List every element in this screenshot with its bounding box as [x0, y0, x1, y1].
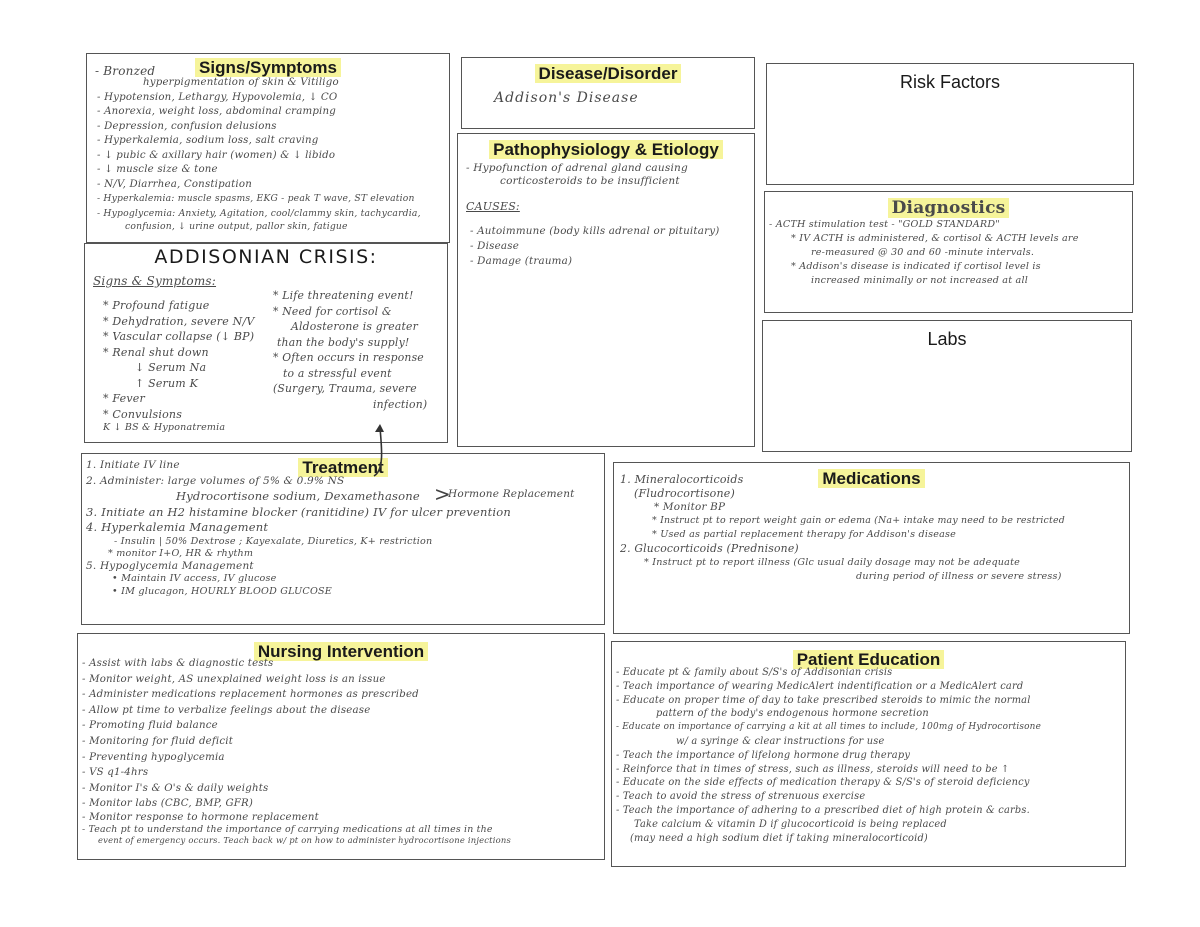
list-item: - N/V, Diarrhea, Constipation	[97, 178, 252, 190]
list-item: infection)	[373, 397, 428, 411]
list-item: during period of illness or severe stress)	[856, 570, 1062, 582]
diagnostics-lines	[769, 218, 1131, 288]
causes-list	[470, 224, 754, 269]
list-item: - Allow pt time to verbalize feelings about the disease	[82, 704, 371, 716]
list-item: pattern of the body's endogenous hormone secretion	[656, 708, 929, 720]
list-item: (Surgery, Trauma, severe	[273, 382, 417, 395]
list-item: - Monitoring for fluid deficit	[82, 735, 233, 747]
medications-lines	[620, 473, 1130, 583]
list-item: - Anorexia, weight loss, abdominal cramping	[97, 106, 337, 117]
list-item: - Hypoglycemia: Anxiety, Agitation, cool/clammy skin, tachycardia,	[97, 207, 421, 219]
medications-panel	[613, 462, 1130, 634]
list-item: - Monitor weight, AS unexplained weight loss is an issue	[82, 673, 386, 685]
list-item: * Addison's disease is indicated if cortisol level is	[791, 261, 1041, 272]
list-item: - Teach pt to understand the importance of carrying medications at all times in the	[82, 823, 493, 835]
list-item: 2. Administer: large volumes of 5% & 0.9% NS	[86, 474, 345, 487]
list-item: - Promoting fluid balance	[82, 720, 218, 732]
disease-disorder-title: Disease/Disorder	[462, 64, 754, 84]
list-item: - Teach the importance of adhering to a prescribed diet of high protein & carbs.	[616, 804, 1030, 816]
list-item: * Instruct pt to report illness (Glc usual daily dosage may not be adequate	[644, 556, 1021, 568]
nursing-intervention-panel	[77, 633, 605, 860]
list-item: * Convulsions	[103, 407, 183, 421]
treatment-panel	[81, 453, 605, 625]
list-item: - Administer medications replacement hormones as prescribed	[82, 689, 419, 701]
pathophysiology-panel	[457, 133, 755, 447]
addisonian-crisis-title: ADDISONIAN CRISIS:	[154, 246, 378, 268]
list-item: - Teach importance of wearing MedicAlert indentification or a MedicAlert card	[616, 680, 1024, 692]
labs-panel	[762, 320, 1132, 452]
list-item: * Dehydration, severe N/V	[103, 314, 255, 328]
list-item: Aldosterone is greater	[291, 320, 418, 333]
list-item: - Educate on the side effects of medication therapy & S/S's of steroid deficiency	[616, 777, 1030, 789]
crisis-subtitle: Signs & Symptoms:	[93, 274, 217, 288]
list-item: increased minimally or not increased at all	[811, 275, 1028, 286]
patient-education-panel	[611, 641, 1126, 867]
disease-name: Addison's Disease	[494, 90, 639, 106]
list-item: - Damage (trauma)	[470, 255, 573, 267]
list-item: K ↓ BS & Hyponatremia	[103, 422, 226, 433]
list-item: - ACTH stimulation test - "GOLD STANDARD"	[769, 219, 1000, 230]
list-item: * Renal shut down	[103, 345, 209, 359]
diagnostics-panel	[764, 191, 1133, 313]
list-item: Hydrocortisone sodium, Dexamethasone	[176, 489, 420, 503]
list-item: - Hypofunction of adrenal gland causing	[466, 162, 688, 174]
list-item: * monitor I+O, HR & rhythm	[108, 547, 254, 559]
list-item: ↑ Serum K	[135, 376, 199, 390]
list-item: • IM glucagon, HOURLY BLOOD GLUCOSE	[112, 585, 332, 597]
list-item: - ↓ muscle size & tone	[97, 164, 218, 175]
crisis-left-list	[103, 298, 283, 434]
list-item: - Depression, confusion delusions	[97, 120, 277, 132]
list-item: (Fludrocortisone)	[634, 486, 735, 500]
treatment-lines	[86, 458, 602, 599]
list-item: re-measured @ 30 and 60 -minute intervals.	[811, 247, 1035, 258]
list-item: - Autoimmune (body kills adrenal or pituitary)	[470, 225, 720, 237]
nursing-intervention-title: Nursing Intervention	[78, 642, 604, 662]
causes-label: CAUSES:	[466, 200, 520, 213]
list-item: - Reinforce that in times of stress, such as illness, steroids will need to be ↑	[616, 763, 1010, 775]
diagnostics-title: Diagnostics	[765, 198, 1132, 218]
arrow-icon	[366, 420, 396, 480]
list-item: - Educate on proper time of day to take prescribed steroids to mimic the normal	[616, 694, 1031, 706]
list-item: confusion, ↓ urine output, pallor skin, fatigue	[125, 221, 348, 232]
risk-factors-panel	[766, 63, 1134, 185]
list-item: w/ a syringe & clear instructions for use	[676, 735, 885, 747]
list-item: Take calcium & vitamin D if glucocorticoid is being replaced	[634, 818, 947, 830]
list-item: - Hyperkalemia, sodium loss, salt craving	[97, 135, 319, 146]
list-item: 1. Mineralocorticoids	[620, 473, 744, 486]
list-item: * Monitor BP	[654, 500, 726, 513]
list-item: 4. Hyperkalemia Management	[86, 520, 269, 534]
list-item: * Profound fatigue	[103, 299, 210, 312]
list-item: - Teach to avoid the stress of strenuous exercise	[616, 791, 866, 803]
list-item: * Often occurs in response	[273, 351, 424, 364]
list-item: * Need for cortisol &	[273, 304, 392, 318]
list-item: - Hyperkalemia: muscle spasms, EKG - peak T wave, ST elevation	[97, 193, 415, 204]
crisis-right-list	[273, 288, 445, 412]
nursing-intervention-lines	[82, 656, 604, 846]
disease-disorder-panel	[461, 57, 755, 129]
list-item: to a stressful event	[283, 366, 392, 380]
medications-title: Medications	[614, 469, 1129, 489]
list-item: 1. Initiate IV line	[86, 459, 180, 471]
list-item: 3. Initiate an H2 histamine blocker (ranitidine) IV for ulcer prevention	[86, 504, 511, 519]
list-item: - Disease	[470, 240, 519, 252]
list-item: - Monitor response to hormone replacement	[82, 811, 319, 823]
patient-education-lines	[616, 666, 1126, 845]
list-item: ↓ Serum Na	[135, 361, 207, 374]
list-item: * Instruct pt to report weight gain or edema (Na+ intake may need to be restricted	[652, 515, 1065, 527]
signs-symptoms-panel	[86, 53, 450, 243]
list-item: * Vascular collapse (↓ BP)	[103, 330, 255, 343]
signs-symptoms-title: Signs/Symptoms	[87, 58, 449, 78]
list-item: • Maintain IV access, IV glucose	[112, 572, 277, 584]
list-item: (may need a high sodium diet if taking mineralocorticoid)	[630, 832, 928, 844]
list-item: hyperpigmentation of skin & Vitiligo	[143, 77, 339, 88]
list-item: - Assist with labs & diagnostic tests	[82, 658, 274, 669]
list-item: - Monitor I's & O's & daily weights	[82, 782, 269, 794]
list-item: - Insulin | 50% Dextrose ; Kayexalate, Diuretics, K+ restriction	[114, 535, 433, 547]
treatment-title: Treatment	[82, 458, 604, 478]
list-item: * Fever	[103, 392, 145, 405]
list-item: than the body's supply!	[277, 335, 410, 349]
list-item: - ↓ pubic & axillary hair (women) & ↓ libido	[97, 149, 336, 161]
list-item: * Life threatening event!	[273, 289, 414, 302]
list-item: - Monitor labs (CBC, BMP, GFR)	[82, 798, 254, 810]
list-item: - Hypotension, Lethargy, Hypovolemia, ↓ CO	[97, 91, 338, 103]
list-item: - Preventing hypoglycemia	[82, 751, 225, 763]
list-item: - VS q1-4hrs	[82, 767, 149, 779]
hormone-replacement-label: Hormone Replacement	[448, 488, 575, 500]
list-item: * Used as partial replacement therapy for Addison's disease	[652, 529, 957, 541]
list-item: corticosteroids to be insufficient	[500, 175, 680, 187]
patient-education-title: Patient Education	[612, 650, 1125, 670]
pathophysiology-title: Pathophysiology & Etiology	[458, 140, 754, 160]
list-item: event of emergency occurs. Teach back w/ pt on how to administer hydrocortisone injections	[98, 834, 511, 845]
addisonian-crisis-panel	[84, 243, 448, 443]
signs-symptoms-list	[97, 76, 449, 232]
pathophysiology-lines	[466, 162, 752, 188]
signs-bronzed: - Bronzed	[95, 64, 156, 78]
brace-icon: >	[434, 482, 451, 506]
list-item: - Educate pt & family about S/S's of Addisonian crisis	[616, 667, 893, 678]
list-item: - Teach the importance of lifelong hormone drug therapy	[616, 749, 911, 761]
list-item: - Educate on importance of carrying a kit at all times to include, 100mg of Hydrocortisone	[616, 722, 1042, 733]
list-item: 2. Glucocorticoids (Prednisone)	[620, 541, 799, 555]
list-item: * IV ACTH is administered, & cortisol & ACTH levels are	[791, 233, 1079, 244]
risk-factors-title: Risk Factors	[899, 72, 1000, 92]
list-item: 5. Hypoglycemia Management	[86, 559, 254, 572]
labs-title: Labs	[927, 329, 967, 349]
